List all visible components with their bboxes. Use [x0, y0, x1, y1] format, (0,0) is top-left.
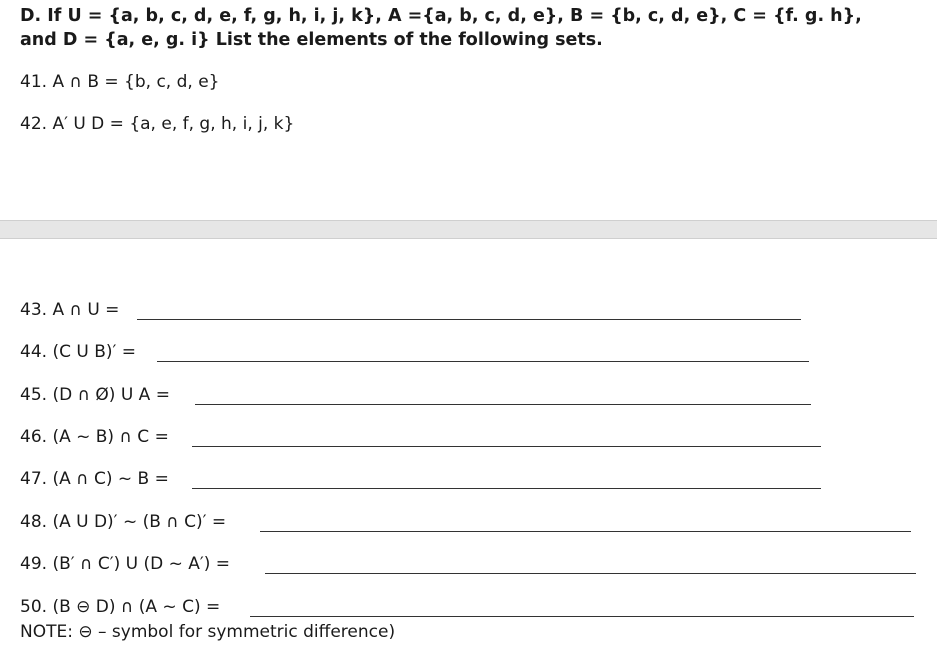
question-48 [20, 512, 920, 536]
heading-line-1: D. If U = {a, b, c, d, e, f, g, h, i, j, k}, A ={a, b, c, d, e}, B = {b, c, d, e}, C = {f. g. h}, [20, 6, 862, 26]
question-label: 45. (D ∩ Ø) U A = [20, 385, 170, 405]
answer-blank[interactable] [157, 361, 809, 362]
question-44 [20, 342, 820, 366]
answer-blank[interactable] [195, 404, 811, 405]
section-divider [0, 220, 937, 239]
question-label: 47. (A ∩ C) ~ B = [20, 469, 169, 489]
answer-blank[interactable] [260, 531, 911, 532]
answer-42: 42. A′ U D = {a, e, f, g, h, i, j, k} [20, 114, 295, 134]
question-label: 44. (C U B)′ = [20, 342, 136, 362]
question-46 [20, 427, 830, 451]
question-label: 50. (B ⊖ D) ∩ (A ~ C) = [20, 597, 221, 617]
question-label: 46. (A ~ B) ∩ C = [20, 427, 169, 447]
answer-blank[interactable] [265, 573, 916, 574]
question-49 [20, 554, 925, 578]
answer-blank[interactable] [250, 616, 914, 617]
question-43 [20, 300, 810, 324]
heading-line-2: and D = {a, e, g. i} List the elements of the following sets. [20, 30, 603, 50]
symmetric-difference-note: NOTE: ⊖ – symbol for symmetric difference) [20, 622, 396, 642]
question-label: 48. (A U D)′ ~ (B ∩ C)′ = [20, 512, 227, 532]
question-label: 49. (B′ ∩ C′) U (D ~ A′) = [20, 554, 231, 574]
question-45 [20, 385, 820, 409]
question-50 [20, 597, 925, 621]
problem-heading [20, 4, 930, 52]
answer-blank[interactable] [137, 319, 801, 320]
answer-blank[interactable] [192, 446, 821, 447]
question-label: 43. A ∩ U = [20, 300, 120, 320]
answer-41: 41. A ∩ B = {b, c, d, e} [20, 72, 220, 92]
answer-blank[interactable] [192, 488, 821, 489]
question-47 [20, 469, 830, 493]
